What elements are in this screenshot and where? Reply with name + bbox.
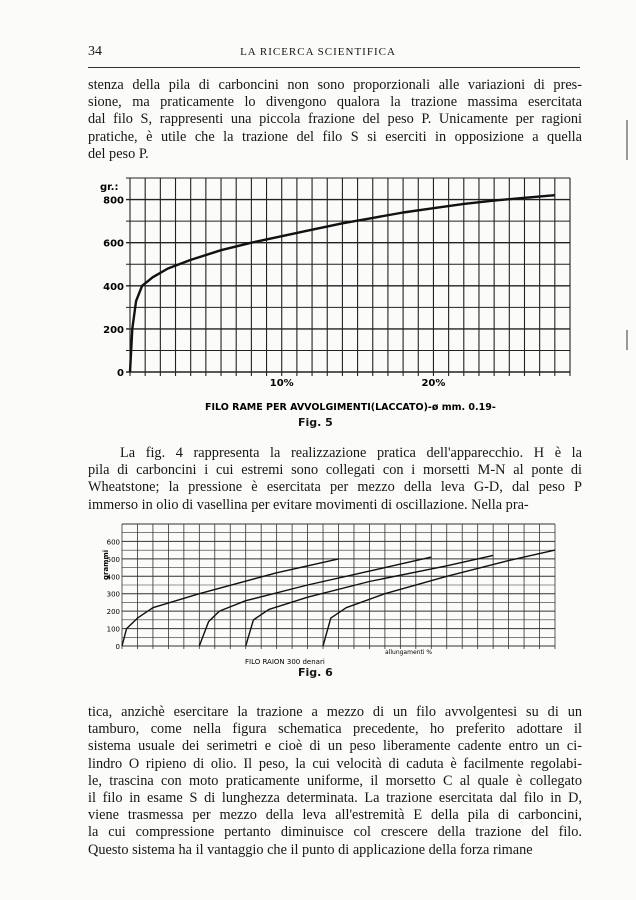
figure-5-tick-labels	[103, 196, 445, 389]
text-line: del peso P.	[88, 145, 149, 162]
series-line-curve-4	[323, 550, 555, 646]
figure-5-chart	[100, 168, 580, 413]
y-tick-label: 400	[106, 573, 120, 582]
text-line: pila di carboncini i cui estremi sono collegati con i morsetti M-N al ponte di	[88, 462, 582, 479]
text-line: le, trascina con moto praticamente uniforme, il morsetto C al quale è collegato	[88, 772, 582, 789]
page-number: 34	[88, 44, 102, 59]
text-line: viene trasmessa per mezzo della leva all'estremità E della pila di carboncini,	[88, 807, 582, 824]
text-line: Questo sistema ha il vantaggio che il punto di applicazione della forza rimane	[88, 841, 533, 858]
y-tick-label: 500	[106, 555, 120, 564]
series-line-curve-2	[199, 557, 431, 646]
y-tick-label: 200	[106, 608, 120, 617]
text-line: tica, anzichè esercitare la trazione a mezzo di un filo avvolgentesi su di un	[88, 704, 582, 720]
figure-5-y-label: gr.:	[100, 182, 119, 193]
text-line: la cui compressione pertanto diminuisce col crescere della trazione del filo.	[88, 824, 582, 841]
y-tick-label: 100	[106, 625, 120, 634]
scan-edge-mark	[626, 330, 628, 350]
y-tick-label: 600	[106, 538, 120, 547]
y-tick-label: 400	[103, 281, 124, 293]
y-tick-label: 800	[103, 195, 124, 207]
figure-6-chart	[100, 518, 565, 678]
figure-6-x-label: FILO RAION 300 denari	[245, 658, 325, 666]
y-tick-label: 0	[117, 368, 124, 379]
text-line: La fig. 4 rappresenta la realizzazione pratica dell'apparecchio. H è la	[120, 445, 582, 461]
text-line: tamburo, come nella figura schematica precedente, ho preferito adottare il	[88, 721, 582, 738]
text-line: lindro O ripieno di olio. Il peso, la cui velocità di caduta è facilmente regolabi-	[88, 755, 582, 772]
text-line: dal filo S, rappresenti una piccola frazione del peso P. Unicamente per ragioni	[88, 111, 582, 128]
figure-5-x-label: FILO RAME PER AVVOLGIMENTI(LACCATO)-ø mm. 0.19-	[205, 402, 496, 413]
figure-5-grid	[126, 178, 570, 376]
scan-edge-mark	[626, 120, 628, 160]
text-line: Wheatstone; la pressione è esercitata per mezzo della leva G-D, dal peso P	[88, 479, 582, 496]
y-tick-label: 200	[103, 324, 124, 336]
figure-6-y-label: grammi	[102, 549, 110, 580]
text-line: sione, ma praticamente lo divengono qualora la trazione massima esercitata	[88, 94, 582, 111]
paragraph-2	[88, 445, 582, 514]
text-line: immerso in olio di vasellina per evitare movimenti di oscillazione. Nella pra-	[88, 496, 529, 513]
paragraph-3	[88, 704, 582, 859]
running-title: LA RICERCA SCIENTIFICA	[240, 46, 396, 58]
text-line: sistema usuale dei serimetri e cioè di un peso liberamente cadente entro un ci-	[88, 738, 582, 755]
y-tick-label: 0	[115, 643, 120, 651]
text-line: pratiche, è utile che la trazione del filo S si eserciti in opposizione a quella	[88, 128, 582, 145]
y-tick-label: 600	[103, 238, 124, 250]
figure-6-grid	[122, 524, 555, 649]
text-line: il filo in esame S di lunghezza determinata. La trazione esercitata dal filo in D,	[88, 790, 582, 807]
figure-6-caption: Fig. 6	[298, 666, 333, 679]
x-tick-label: 10%	[269, 378, 294, 389]
figure-6-x-label-right: allungamenti %	[385, 649, 433, 656]
text-line: stenza della pila di carboncini non sono proporzionali alle variazioni di pres-	[88, 77, 582, 93]
y-tick-label: 300	[106, 590, 120, 599]
x-tick-label: 20%	[421, 378, 446, 389]
paragraph-1	[88, 77, 582, 163]
header-rule	[88, 67, 580, 68]
figure-5-caption: Fig. 5	[298, 416, 333, 429]
